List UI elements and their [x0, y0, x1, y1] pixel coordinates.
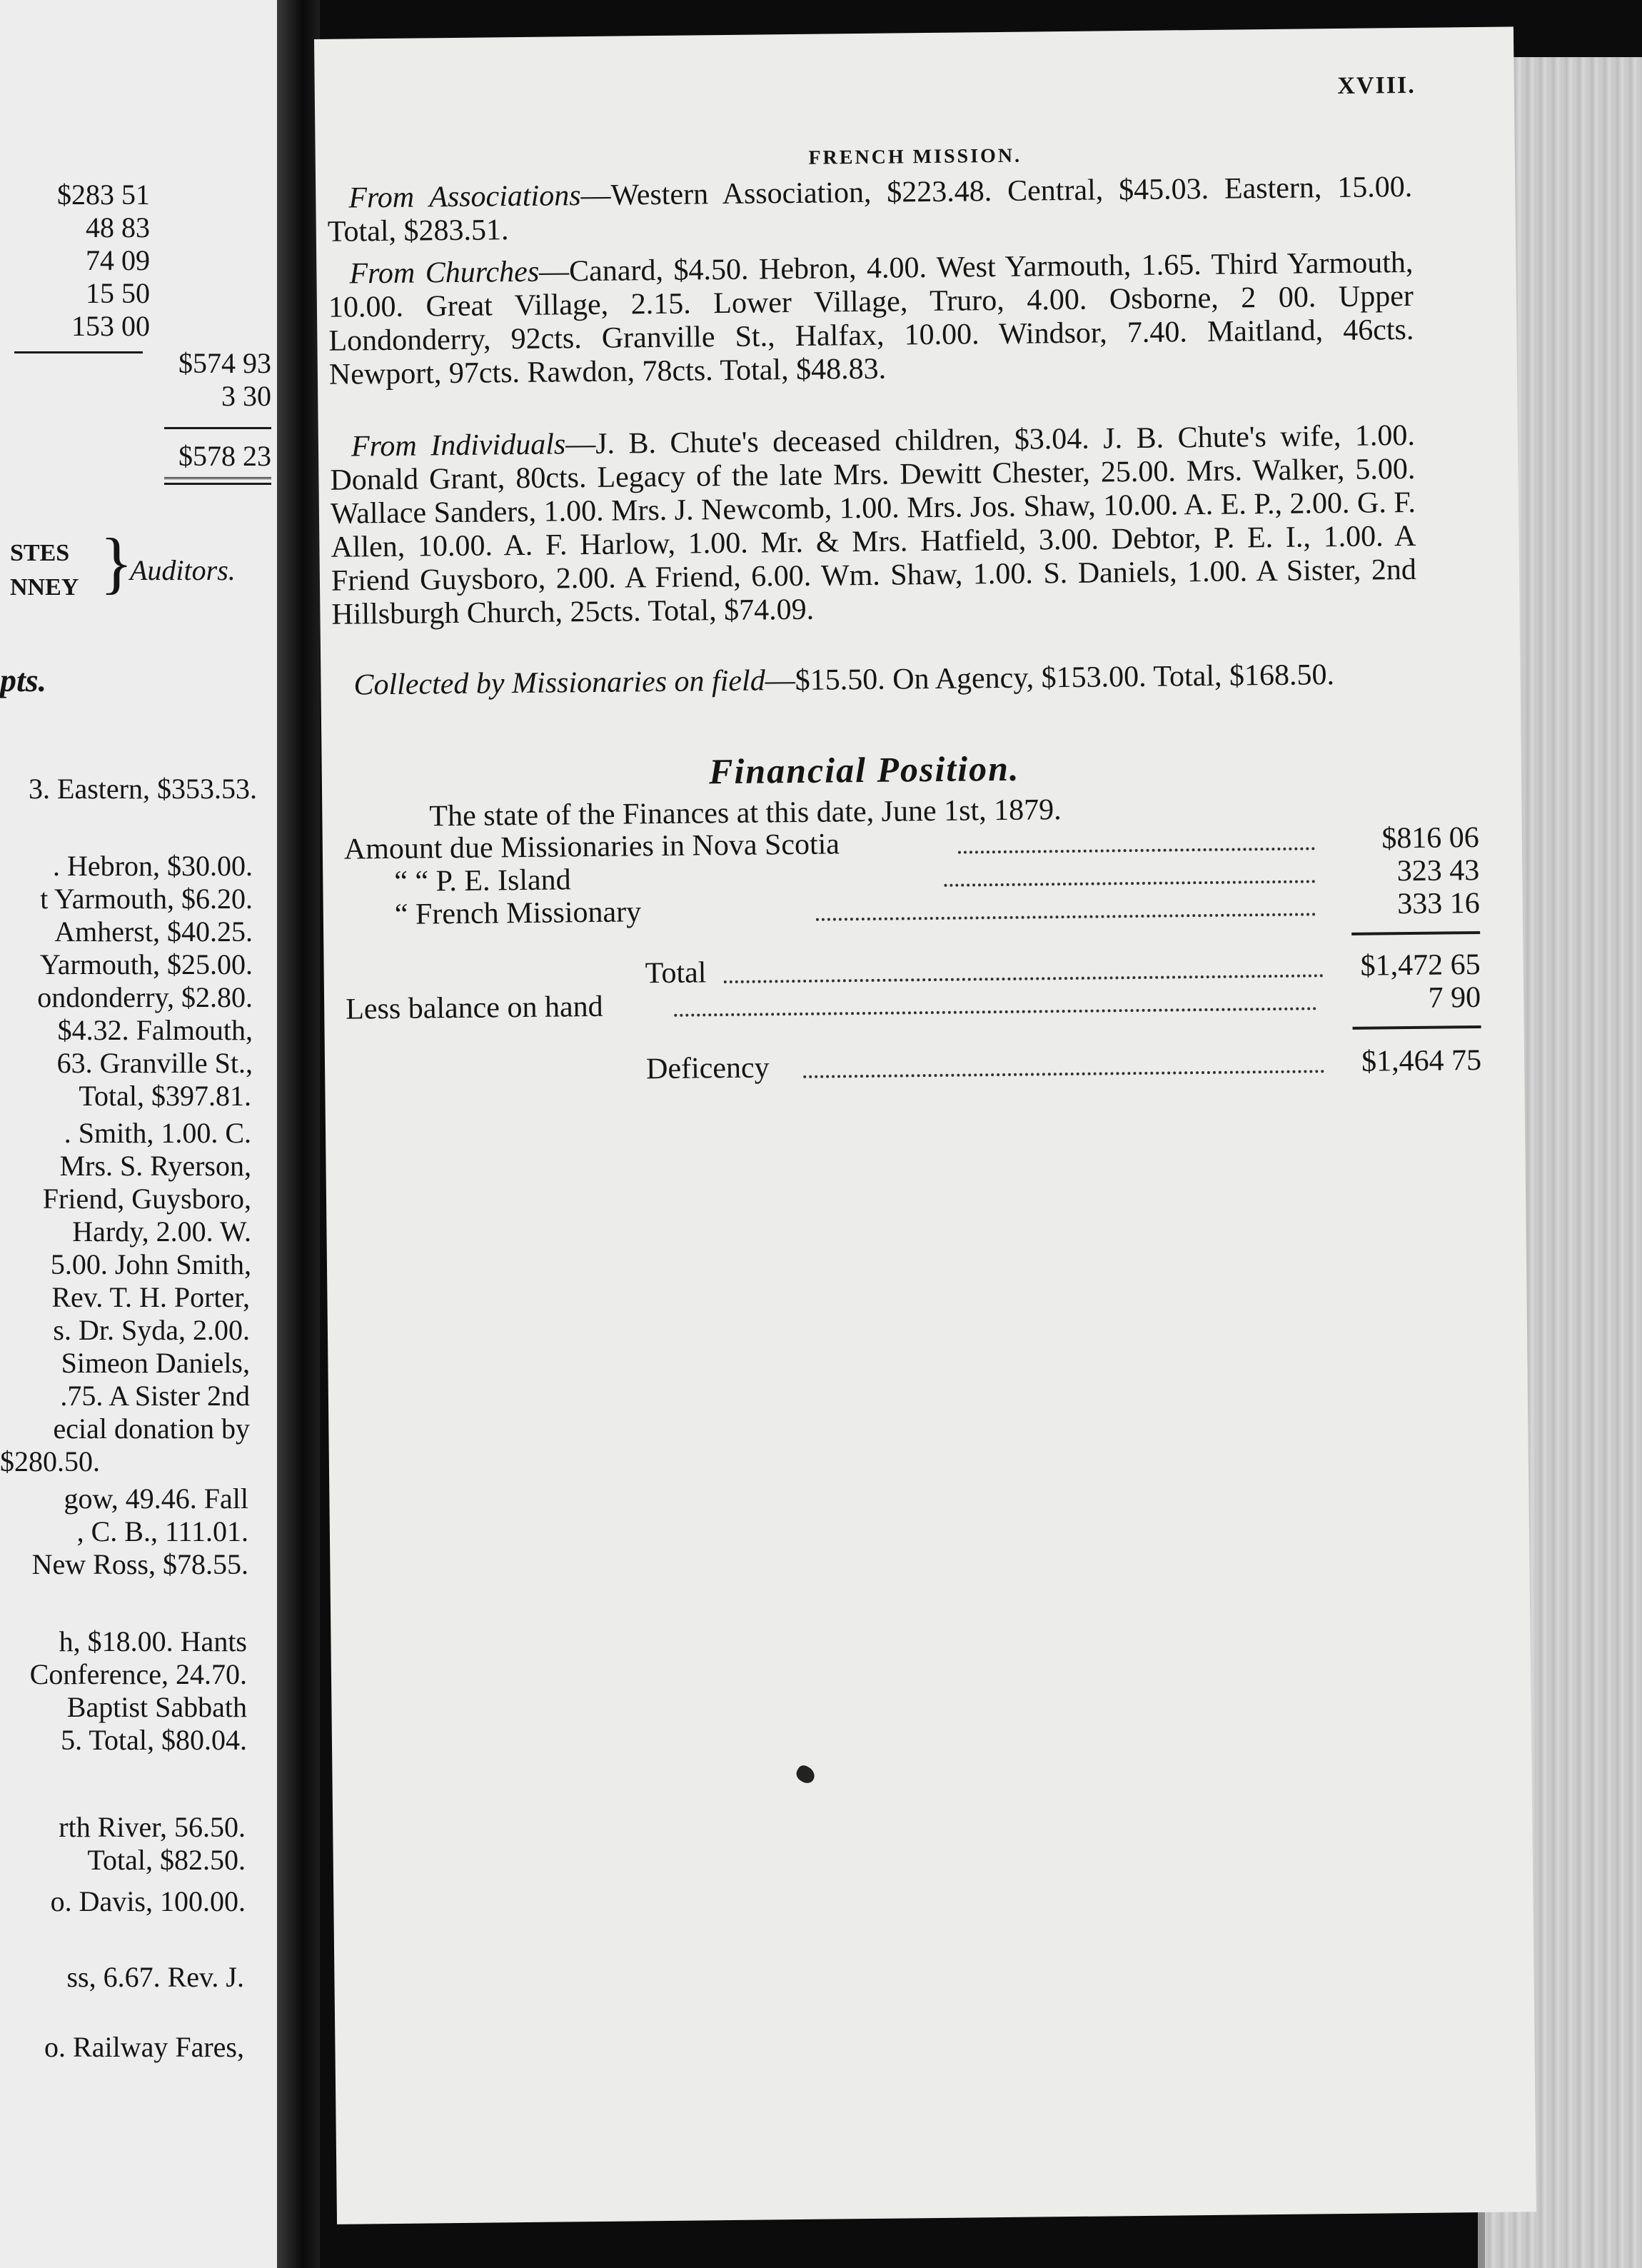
finance-amount: $816 06: [1381, 821, 1480, 855]
auditor-name: NNEY: [10, 574, 79, 601]
paragraph-body: —Canard, $4.50. Hebron, 4.00. West Yarmouth, 1.65. Third Yarmouth, 10.00. Great Village, 2.15. Lower Village, Truro, 4.00. Osborne, 2 00. Upper Londonderry, 92cts. Granville St., Halfax, 10.00. Windsor, 7.40. Maitland, 46cts. Newport, 97cts. Rawdon, 78cts. Total, $48.83.: [328, 246, 1414, 391]
left-amount: 15 50: [86, 277, 150, 309]
left-line: h, $18.00. Hants: [59, 1625, 247, 1657]
section-title: FRENCH MISSION.: [808, 144, 1022, 169]
finance-label: Total: [645, 956, 707, 990]
left-line: 5. Total, $80.04.: [61, 1724, 247, 1756]
left-line: Conference, 24.70.: [29, 1658, 247, 1690]
left-double-rule: [164, 477, 271, 485]
left-line: . Smith, 1.00. C.: [64, 1117, 251, 1149]
left-subtotal: $574 93: [178, 347, 271, 379]
paragraph-associations: [327, 171, 1413, 249]
ink-blot: [794, 1763, 817, 1786]
finance-row-deficency: [346, 1044, 1481, 1089]
left-line: .75. A Sister 2nd: [60, 1380, 250, 1412]
left-line: ecial donation by: [53, 1413, 250, 1445]
left-line: Total, $397.81.: [79, 1080, 251, 1112]
paragraph-churches: [328, 246, 1414, 392]
left-amount: $283 51: [57, 179, 150, 211]
left-deduct: 3 30: [221, 380, 271, 412]
finance-amount: 7 90: [1428, 980, 1481, 1015]
finance-amount: 323 43: [1396, 853, 1480, 888]
finance-label: “ “ P. E. Island: [394, 863, 571, 898]
paragraph-individuals: [330, 419, 1417, 632]
left-line: Simeon Daniels,: [61, 1347, 250, 1379]
left-line: t Yarmouth, $6.20.: [40, 883, 253, 915]
leader-dots: [803, 1070, 1324, 1078]
sum-rule: [1353, 1025, 1481, 1030]
finance-label: Deficency: [645, 1051, 770, 1086]
left-line: o. Davis, 100.00.: [50, 1885, 246, 1917]
finance-amount: $1,472 65: [1360, 948, 1481, 983]
left-line: Baptist Sabbath: [66, 1691, 247, 1723]
left-line: Friend, Guysboro,: [42, 1183, 251, 1215]
left-section-heading: pts.: [0, 662, 47, 698]
paragraph-body: —Western Association, $223.48. Central, $45.03. Eastern, 15.00. Total, $283.51.: [327, 170, 1413, 249]
auditors-label: Auditors.: [130, 554, 236, 586]
left-line: Yarmouth, $25.00.: [39, 948, 253, 980]
finance-amount: 333 16: [1397, 886, 1481, 921]
paragraph-body: —$15.50. On Agency, $153.00. Total, $168.50.: [765, 658, 1335, 698]
paragraph-collected: [332, 658, 1417, 703]
leader-dots: [724, 974, 1324, 983]
financial-position-title: Financial Position.: [708, 748, 1020, 792]
left-line: New Ross, $78.55.: [31, 1548, 248, 1580]
left-line: ss, 6.67. Rev. J.: [66, 1961, 244, 1993]
paragraph-body: —J. B. Chute's deceased children, $3.04. J. B. Chute's wife, 1.00. Donald Grant, 80cts. Legacy of the late Mrs. Dewitt Chester, 25.00. Mrs. Walker, 5.00. Wallace Sanders, 1.00. Mrs. J. Newcomb, 1.00. Mrs. Jos. Shaw, 10.00. A. E. P., 2.00. G. F. Allen, 10.00. A. F. Harlow, 1.00. Mr. & Mrs. Hatfield, 3.00. Debtor, P. E. I., 1.00. A Friend Guysboro, 2.00. A Friend, 6.00. Wm. Shaw, 1.00. S. Daniels, 1.00. A Sister, 2nd Hillsburgh Church, 25cts. Total, $74.09.: [330, 418, 1417, 631]
auditor-name: STES: [10, 540, 70, 566]
left-line: 5.00. John Smith,: [50, 1248, 251, 1280]
left-line: 3. Eastern, $353.53.: [29, 773, 257, 805]
left-rule: [14, 351, 143, 353]
paragraph-lead: From Associations: [348, 179, 581, 215]
paragraph-lead: From Individuals: [351, 428, 566, 463]
left-line: 63. Granville St.,: [56, 1047, 253, 1079]
left-line: s. Dr. Syda, 2.00.: [53, 1314, 250, 1346]
left-line: rth River, 56.50.: [59, 1811, 246, 1843]
left-line: ondonderry, $2.80.: [37, 981, 253, 1013]
left-line: gow, 49.46. Fall: [64, 1482, 248, 1515]
main-page: [314, 26, 1536, 2224]
finance-amount: $1,464 75: [1361, 1043, 1482, 1078]
finance-label: Less balance on hand: [345, 990, 603, 1026]
left-line: Mrs. S. Ryerson,: [59, 1150, 251, 1182]
leader-dots: [944, 880, 1315, 886]
left-line: Rev. T. H. Porter,: [51, 1281, 250, 1313]
finance-label: Amount due Missionaries in Nova Scotia: [343, 828, 840, 866]
left-line: Total, $82.50.: [87, 1844, 246, 1876]
left-total: $578 23: [178, 440, 271, 472]
paragraph-lead: From Churches: [349, 255, 540, 291]
left-line: $4.32. Falmouth,: [57, 1014, 253, 1046]
sum-rule: [1351, 931, 1480, 935]
left-amount: 74 09: [86, 244, 150, 276]
left-line: Hardy, 2.00. W.: [72, 1215, 251, 1248]
leader-dots: [674, 1007, 1316, 1016]
left-amount: 48 83: [86, 211, 150, 244]
leader-dots: [816, 913, 1316, 920]
finance-label: “ French Missionary: [394, 895, 642, 931]
left-page: [0, 0, 278, 2268]
leader-dots: [958, 847, 1315, 853]
book-gutter: [277, 0, 320, 2268]
left-line: $280.50.: [0, 1445, 100, 1477]
left-line: . Hebron, $30.00.: [53, 850, 253, 882]
page-number: XVIII.: [1337, 71, 1416, 99]
left-line: o. Railway Fares,: [44, 2031, 244, 2063]
paragraph-lead: Collected by Missionaries on field: [353, 664, 765, 702]
left-rule: [164, 427, 271, 429]
financial-intro: The state of the Finances at this date, June 1st, 1879.: [429, 793, 1062, 833]
left-line: Amherst, $40.25.: [54, 915, 253, 948]
left-line: , C. B., 111.01.: [76, 1515, 248, 1547]
left-amount: 153 00: [71, 310, 150, 342]
brace-icon: }: [100, 524, 134, 601]
